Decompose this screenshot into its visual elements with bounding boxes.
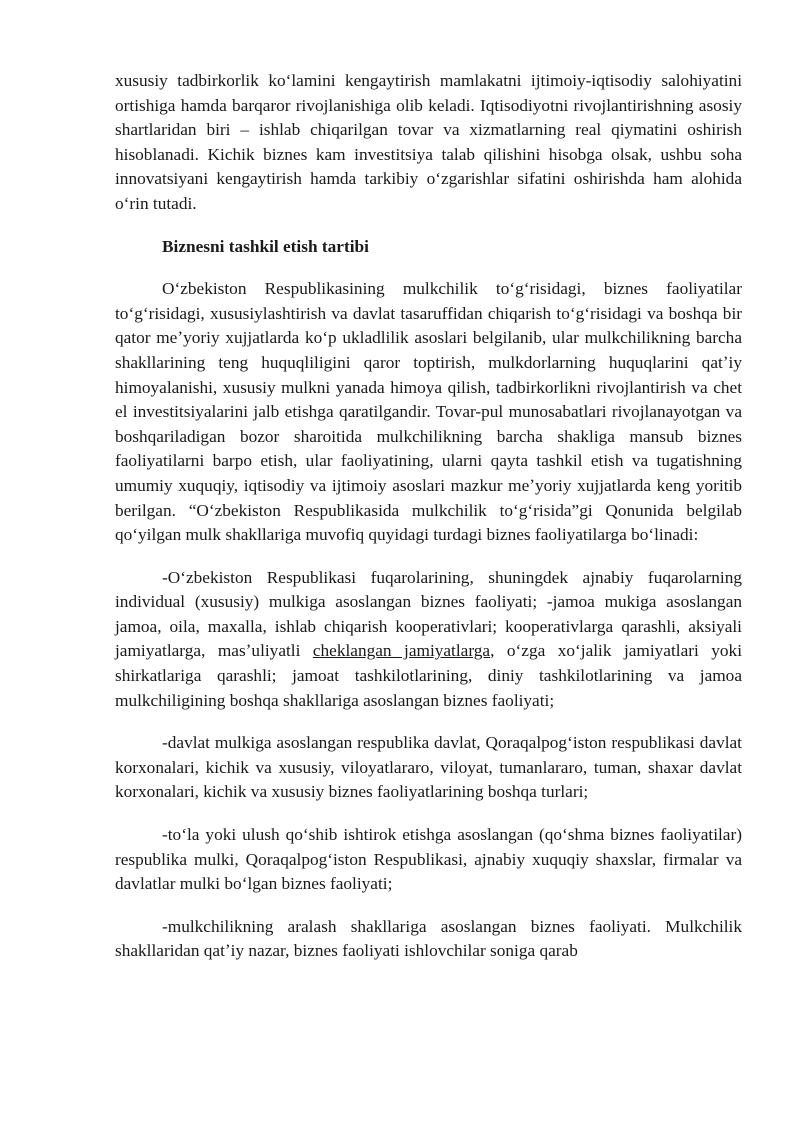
- body-paragraph-ownership: Oʻzbekiston Respublikasining mulkchilik toʻgʻrisidagi, biznes faoliyatilar toʻgʻrisidagi, xususiylashtirish va davlat tasaruffidan chiqarish toʻgʻrisidagi va boshqa bir qator meʼyoriy xujjatlarda koʻp ukladlilik asoslari belgilanib, ular mulkchilikning barcha shakllarining teng huquqliligini qaror toptirish, mulkdorlarning huquqlarini qatʼiy himoyalanishi, xususiy mulkni yanada himoya qilish, tadbirkorlikni rivojlantirish va chet el investitsiyalarini jalb etishga qaratilgandir. Tovar-pul munosabatlari rivojlanayotgan va boshqariladigan bozor sharoitida mulkchilikning barcha shakliga mansub biznes faoliyatilarni barpo etish, ular faoliyatining, ularni qayta tashkil etish va tugatishning umumiy xuquqiy, iqtisodiy va ijtimoiy asoslari mazkur meʼyoriy xujjatlarda keng yoritib berilgan. “Oʻzbekiston Respublikasida mulkchilik toʻgʻrisida”gi Qonunida belgilab qoʻyilgan mulk shakllariga muvofiq quyidagi turdagi biznes faoliyatilarga boʻlinadi:: [115, 279, 742, 545]
- list-item-collective-text-start: -jamoa mukiga asoslangan jamoa, oila, maxalla, ishlab chiqarish kooperativlari; kooperativlarga qarashli, aksiyali jamiyatlarga, masʼuliyatli: [115, 592, 743, 661]
- document-page: [115, 69, 742, 982]
- list-paragraph-private-collective: [115, 566, 742, 714]
- list-item-joint-venture: -toʻla yoki ulush qoʻshib ishtirok etishga asoslangan (qoʻshma biznes faoliyatilar) respublika mulki, Qoraqalpogʻiston Respublikasi, ajnabiy xuquqiy shaxslar, firmalar va davlatlar mulki boʻlgan biznes faoliyati;: [115, 825, 742, 894]
- list-item-state-owned: -davlat mulkiga asoslangan respublika davlat, Qoraqalpogʻiston respublikasi davlat korxonalari, kichik va xususiy, viloyatlararo, viloyat, tumanlararo, tuman, shaxar davlat korxonalari, kichik va xususiy biznes faoliyatlarining boshqa turlari;: [115, 733, 742, 802]
- list-item-individual: -Oʻzbekiston Respublikasi fuqarolarining, shuningdek ajnabiy fuqarolarning individual (xususiy) mulkiga asoslangan biznes faoliyati;: [115, 567, 742, 612]
- section-heading: Biznesni tashkil etish tartibi: [162, 236, 369, 256]
- list-item-collective-text-end: , oʻzga xoʻjalik jamiyatlari yoki shirkatlariga qarashli; jamoat tashkilotlarining, diniy tashkilotlarining va jamoa mulkchiligining boshqa shakllariga asoslangan biznes faoliyati;: [115, 641, 742, 710]
- list-item-mixed-ownership: -mulkchilikning aralash shakllariga asoslangan biznes faoliyati. Mulkchilik shakllaridan qatʼiy nazar, biznes faoliyati ishlovchilar soniga qarab: [115, 916, 742, 961]
- intro-paragraph: xususiy tadbirkorlik koʻlamini kengaytirish mamlakatni ijtimoiy-iqtisodiy salohiyatini ortishiga hamda barqaror rivojlanishiga olib keladi. Iqtisodiyotni rivojlantirishning asosiy shartlaridan biri – ishlab chiqarilgan tovar va xizmatlarning real qiymatini oshirish hisoblanadi. Kichik biznes kam investitsiya talab qilishini hisobga olsak, ushbu soha innovatsiyani kengaytirish hamda tarkibiy oʻzgarishlar sifatini oshirishda ham alohida oʻrin tutadi.: [115, 71, 742, 213]
- limited-liability-companies-link[interactable]: cheklangan jamiyatlarga: [312, 641, 491, 661]
